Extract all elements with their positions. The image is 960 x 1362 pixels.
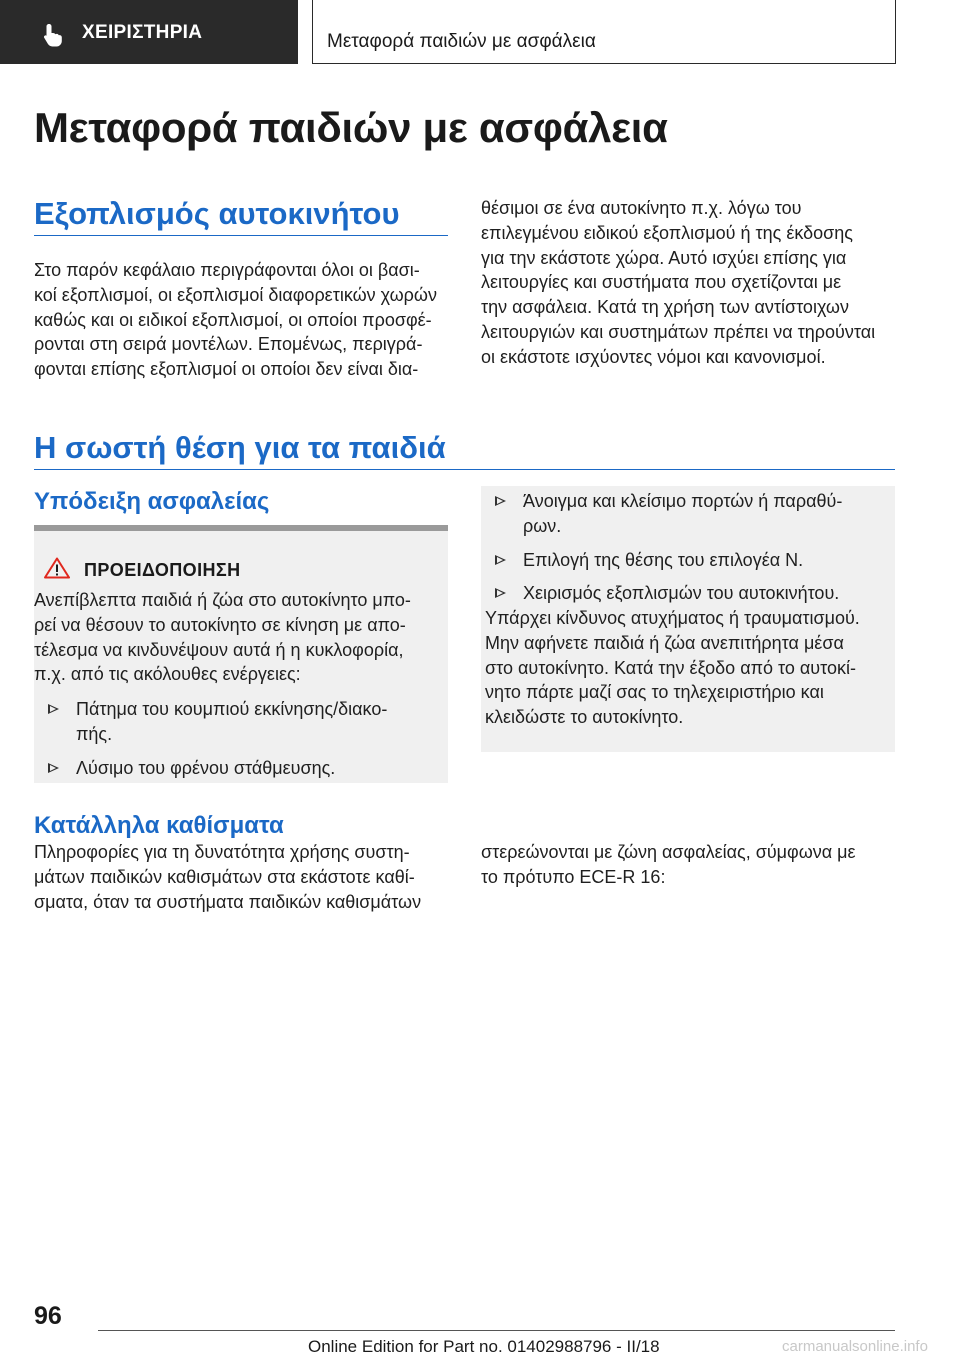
footer-rule [98,1330,895,1331]
warning-box [34,525,448,783]
bullet-triangle-icon [48,704,59,714]
edition-text: Online Edition for Part no. 01402988796 - II/18 [308,1337,660,1356]
page-title: Μεταφορά παιδιών με ασφάλεια [34,104,668,151]
warning-title: ΠΡΟΕΙΔΟΠΟΙΗΣΗ [84,560,241,580]
bullet-triangle-icon [495,496,506,506]
correct-seat-heading-rule [34,469,895,470]
bullet-triangle-icon [495,555,506,565]
list-item: Πάτημα του κουμπιού εκκίνησης/διακο‐ πής. [34,697,448,747]
list-item: Άνοιγμα και κλείσιμο πορτών ή παραθύ‐ ρων. [481,489,895,539]
warning-box-continued [481,486,895,752]
continued-bullet-list [481,489,895,615]
section-tab-label: ΧΕΙΡΙΣΤΗΡΙΑ [82,22,203,43]
list-item: Επιλογή της θέσης του επιλογέα N. [481,548,895,573]
correct-seat-heading: Η σωστή θέση για τα παιδιά [34,430,446,465]
equipment-text-right: θέσιμοι σε ένα αυτοκίνητο π.χ. λόγω του επιλεγμένου ειδικού εξοπλισμού ή της έκδοσης για την εκάστοτε χώρα. Αυτό ισχύει επίσης για λειτουργίες και συστήματα που σχετίζονται με την ασφάλεια. Κατά τη χρήση των αντίστοιχων λειτουργιών και συστημάτων πρέπει να τηρούνται οι εκάστοτε ισχύοντες νόμοι και κανονισμοί. [481,198,876,367]
bullet-triangle-icon [48,763,59,773]
equipment-heading-rule [34,235,448,236]
safety-heading: Υπόδειξη ασφαλείας [34,488,270,515]
seats-text-left: Πληροφορίες για τη δυνατότητα χρήσης συστη‐ μάτων παιδικών καθισμάτων στα εκάστοτε καθί‐ σματα, όταν τα συστήματα παιδικών καθισμάτων [34,842,422,912]
list-item: Λύσιμο του φρένου στάθμευσης. [34,756,448,781]
bullet-triangle-icon [495,588,506,598]
equipment-text-left: Στο παρόν κεφάλαιο περιγράφονται όλοι οι βασι‐ κοί εξοπλισμοί, οι εξοπλισμοί διαφορετικών χωρών καθώς και οι ειδικοί εξοπλισμοί, οι οποίοι προσφέ‐ ρονται στη σειρά μοντέλων. Επομένως, περιγρά‐ φονται επίσης εξοπλισμοί οι οποίοι δεν είναι δια‐ [34,260,437,380]
list-item: Χειρισμός εξοπλισμών του αυτοκινήτου. [481,581,895,606]
breadcrumb-text: Μεταφορά παιδιών με ασφάλεια [327,31,596,52]
section-tab[interactable] [0,0,298,64]
page-number: 96 [34,1302,62,1330]
breadcrumb [312,0,896,64]
equipment-heading: Εξοπλισμός αυτοκινήτου [34,196,400,231]
warning-text: Ανεπίβλεπτα παιδιά ή ζώα στο αυτοκίνητο μπο‐ ρεί να θέσουν το αυτοκίνητο σε κίνηση με απο‐ τέλεσμα να κινδυνέψουν αυτά ή η κυκλοφορία, π.χ. από τις ακόλουθες ενέργειες: [34,590,411,685]
watermark: carmanualsonline.info [782,1338,928,1355]
warning-triangle-icon [44,557,70,579]
hand-pointer-icon [40,22,66,48]
warning-bullet-list [34,697,448,789]
warning-closing-text: Υπάρχει κίνδυνος ατυχήματος ή τραυματισμού. Μην αφήνετε παιδιά ή ζώα ανεπιτήρητα μέσα στο αυτοκίνητο. Κατά την έξοδο από το αυτοκί‐ νητο πάρτε μαζί σας το τηλεχειριστήριο και κλειδώστε το αυτοκίνητο. [485,608,860,728]
seats-text-right: στερεώνονται με ζώνη ασφαλείας, σύμφωνα με το πρότυπο ECE-R 16: [481,842,856,887]
seats-heading: Κατάλληλα καθίσματα [34,812,284,839]
